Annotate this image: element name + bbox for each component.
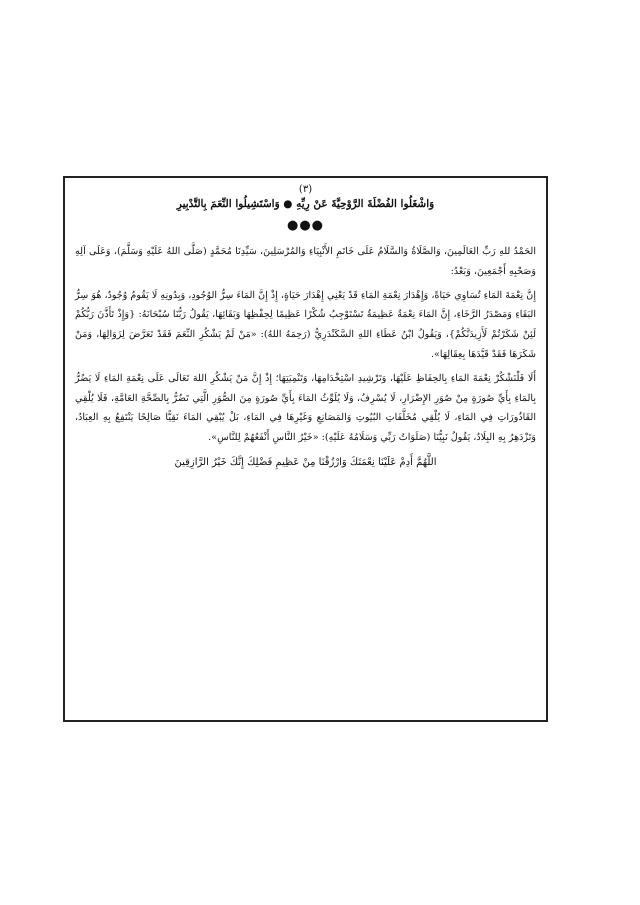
page-content xyxy=(65,178,546,472)
page-subtitle: وَاشْغَلُوا الفُضْلَةَ الرَّوْحِيَّةَ عَنْ رِيِّهِ ● وَاسْتَشِيلُوا النِّعَمَ بِالتَّدْبِيرِ xyxy=(176,198,435,210)
closing-supplication: اللَّهُمَّ أَدِمْ عَلَيْنَا نِعْمَتَكَ وَارْزُقْنَا مِنْ عَظِيمِ فَضْلِكَ إِنَّكَ خَيْرُ الرَّازِقِينَ xyxy=(174,456,437,468)
page-frame xyxy=(63,176,548,722)
paragraph-water-blessing: إِنَّ نِعْمَةَ المَاءِ تُسَاوِي حَيَاةً، وَإِهْدَارَ نِعْمَةِ المَاءِ قَدْ يَعْنِي إِهْدَارَ حَيَاةٍ، إِذْ إِنَّ المَاءَ سِرُّ الوُجُودِ، وَبِدُونِهِ لَا يَقُومُ وُجُودٌ، هُوَ سِرُّ البَقَاءِ وَمَصْدَرُ الرَّخَاءِ، إِنَّ المَاءَ نِعْمَةٌ عَظِيمَةٌ تَسْتَوْجِبُ شُكْرًا عَظِيمًا لِحِفْظِهَا وَبَقَائِهَا، يَقُولُ رَبُّنَا سُبْحَانَهُ: {وَإِذْ تَأَذَّنَ رَبُّكُمْ لَئِنْ شَكَرْتُمْ لَأَزِيدَنَّكُمْ}، وَيَقُولُ ابْنُ عَطَاءِ اللهِ السَّكَنْدَرِيُّ (رَحِمَهُ اللهُ): «مَنْ لَمْ يَشْكُرِ النِّعَمَ فَقَدْ تَعَرَّضَ لِزَوَالِهَا، وَمَنْ شَكَرَهَا فَقَدْ قَيَّدَهَا بِعِقَالِهَا». xyxy=(75,289,536,360)
paragraph-gratitude: أَلَا فَلْنَشْكُرْ نِعْمَةَ المَاءِ بِالحِفَاظِ عَلَيْهَا، وَتَرْشِيدِ اسْتِخْدَامِهَا، وَتَنْمِيَتِهَا؛ إِذْ إِنَّ مَنْ يَشْكُرِ اللهَ تَعَالَى عَلَى نِعْمَةِ المَاءِ لَا يَضُرُّ بِالمَاءِ بِأَيِّ صُورَةٍ مِنْ صُوَرِ الإِضْرَارِ، لَا يُسْرِفُ، وَلَا يُلَوِّثُ المَاءَ بِأَيِّ صُورَةٍ مِنَ الصُّوَرِ الَّتِي تَضُرُّ بِالصِّحَّةِ العَامَّةِ، فَلَا يُلْقِي القَاذُورَاتِ فِي المَاءِ، لَا يُلْقِي مُخَلَّفَاتِ البُيُوتِ وَالمَصَانِعِ وَغَيْرِهَا فِي المَاءِ، بَلْ يُبْقِي المَاءَ نَقِيًّا صَالِحًا يَنْتَفِعُ بِهِ العِبَادُ، وَتَزْدَهِرُ بِهِ البِلَادُ، يَقُولُ نَبِيُّنَا (صَلَوَاتُ رَبِّي وَسَلَامُهُ عَلَيْهِ): «خَيْرُ النَّاسِ أَنْفَعُهُمْ لِلنَّاسِ». xyxy=(75,372,536,444)
paragraph-intro: الحَمْدُ للهِ رَبِّ العَالَمِينَ، وَالصَّلَاةُ وَالسَّلَامُ عَلَى خَاتَمِ الأَنْبِيَاءِ وَالمُرْسَلِينَ، سَيِّدِنَا مُحَمَّدٍ (صَلَّى اللهُ عَلَيْهِ وَسَلَّمَ)، وَعَلَى آلِهِ وَصَحْبِهِ أَجْمَعِينَ، وَبَعْدُ: xyxy=(75,246,536,277)
section-divider: ●●● xyxy=(286,218,325,233)
page-number: (٣) xyxy=(298,184,313,195)
